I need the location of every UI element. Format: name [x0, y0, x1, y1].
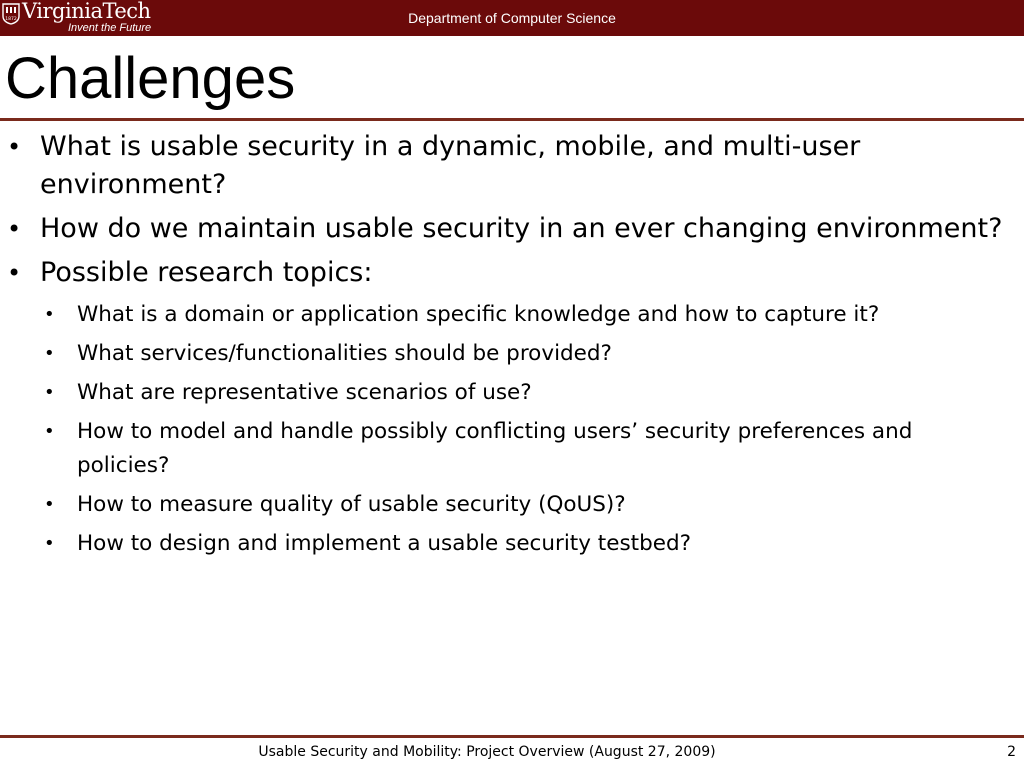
- bullet-icon: •: [44, 533, 55, 554]
- sub-bullet-item: [0, 415, 1024, 483]
- sub-bullet-item: [0, 337, 1024, 371]
- bullet-icon: •: [7, 259, 22, 287]
- sub-bullet-item: [0, 298, 1024, 332]
- header-bar: [0, 0, 1024, 36]
- bullet-item: [0, 254, 1024, 292]
- bullet-icon: •: [7, 133, 22, 161]
- bullet-icon: •: [44, 494, 55, 515]
- logo-wordmark: VirginiaTech: [22, 0, 151, 23]
- sub-bullet-text: How to design and implement a usable security testbed?: [77, 531, 692, 556]
- footer-caption: Usable Security and Mobility: Project Overview (August 27, 2009): [258, 744, 716, 760]
- sub-bullet-text: What are representative scenarios of use?: [77, 380, 532, 405]
- bullet-list: [0, 128, 1024, 292]
- footer-divider: [0, 735, 1024, 738]
- bullet-icon: •: [44, 382, 55, 403]
- sub-bullet-text: How to measure quality of usable security (QoUS)?: [77, 492, 626, 517]
- bullet-text: Possible research topics:: [40, 257, 373, 288]
- slide-content: [0, 128, 1024, 566]
- bullet-item: [0, 210, 1024, 248]
- slide-title: Challenges: [5, 46, 296, 111]
- bullet-icon: •: [7, 215, 22, 243]
- sub-bullet-text: What services/functionalities should be provided?: [77, 341, 612, 366]
- bullet-item: [0, 128, 1024, 204]
- seal-year: 1872: [5, 17, 17, 22]
- department-name: Department of Computer Science: [408, 10, 616, 26]
- sub-bullet-item: [0, 376, 1024, 410]
- sub-bullet-text: What is a domain or application specific knowledge and how to capture it?: [77, 302, 880, 327]
- bullet-icon: •: [44, 421, 55, 442]
- sub-bullet-text: How to model and handle possibly conflicting users’ security preferences and policies?: [77, 419, 913, 478]
- title-divider: [0, 118, 1024, 121]
- bullet-icon: •: [44, 304, 55, 325]
- bullet-icon: •: [44, 343, 55, 364]
- bullet-text: How do we maintain usable security in an ever changing environment?: [40, 213, 1003, 244]
- logo-tagline: Invent the Future: [68, 22, 152, 34]
- sub-bullet-item: [0, 527, 1024, 561]
- sub-bullet-item: [0, 488, 1024, 522]
- bullet-text: What is usable security in a dynamic, mobile, and multi-user environment?: [40, 131, 861, 200]
- page-number: 2: [1007, 744, 1016, 760]
- sub-bullet-list: [0, 298, 1024, 561]
